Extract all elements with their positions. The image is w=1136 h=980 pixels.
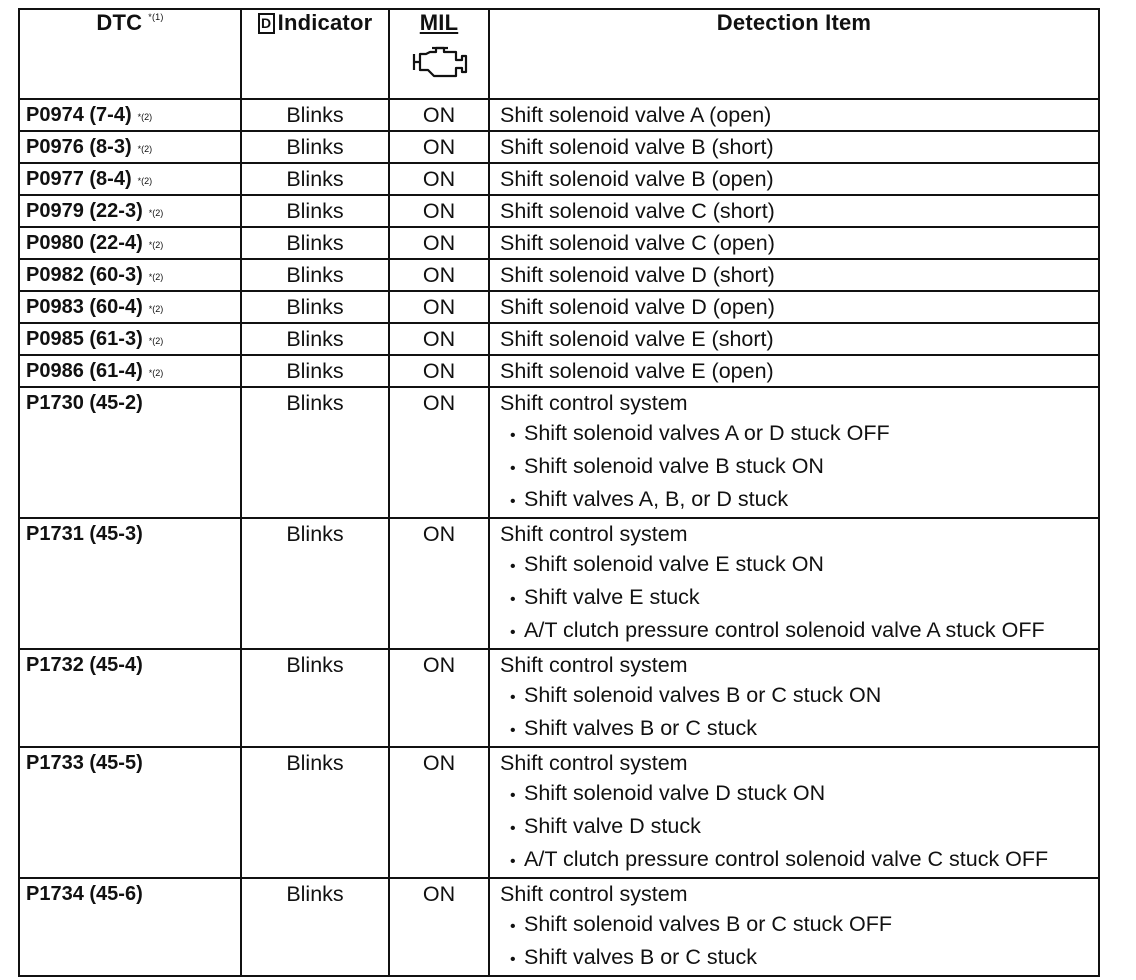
dtc-cell <box>19 291 241 323</box>
indicator-value: Blinks <box>286 751 344 775</box>
indicator-value: Blinks <box>286 522 344 546</box>
header-indicator <box>241 9 389 99</box>
mil-value: ON <box>422 653 456 677</box>
indicator-cell <box>241 518 389 649</box>
mil-cell <box>389 355 489 387</box>
dtc-note: *(2) <box>148 272 164 282</box>
detection-bullet: • Shift valves A, B, or D stuck <box>500 484 1098 517</box>
dtc-code: P0986 (61-4) <box>26 360 143 382</box>
table-row <box>19 323 1099 355</box>
indicator-value: Blinks <box>286 653 344 677</box>
dtc-note: *(2) <box>148 240 164 250</box>
mil-cell <box>389 227 489 259</box>
mil-cell <box>389 387 489 518</box>
table-row <box>19 131 1099 163</box>
detection-bullet: • Shift solenoid valves A or D stuck OFF <box>500 418 1098 451</box>
dtc-code: P0983 (60-4) <box>26 296 143 318</box>
indicator-cell <box>241 163 389 195</box>
mil-cell <box>389 99 489 131</box>
mil-value: ON <box>422 199 456 223</box>
table-row <box>19 518 1099 649</box>
detection-bullet: • A/T clutch pressure control solenoid valve C stuck OFF <box>500 844 1098 877</box>
mil-cell <box>389 649 489 747</box>
indicator-cell <box>241 323 389 355</box>
detection-bullet: • Shift solenoid valves B or C stuck ON <box>500 680 1098 713</box>
dtc-cell <box>19 518 241 649</box>
detection-bullet: • A/T clutch pressure control solenoid valve A stuck OFF <box>500 615 1098 648</box>
header-mil-label: MIL <box>419 10 459 35</box>
detection-cell <box>489 387 1099 518</box>
indicator-cell <box>241 649 389 747</box>
mil-value: ON <box>422 391 456 415</box>
mil-cell <box>389 131 489 163</box>
mil-value: ON <box>422 231 456 255</box>
detection-text: Shift solenoid valve D (open) <box>500 295 775 319</box>
header-dtc-label: DTC <box>96 10 143 35</box>
detection-cell <box>489 878 1099 976</box>
dtc-code: P0980 (22-4) <box>26 232 143 254</box>
dtc-code: P1732 (45-4) <box>26 654 143 676</box>
detection-cell <box>489 131 1099 163</box>
detection-cell <box>489 518 1099 649</box>
dtc-code: P1731 (45-3) <box>26 523 143 545</box>
dtc-note: *(2) <box>148 336 164 346</box>
indicator-cell <box>241 355 389 387</box>
dtc-code: P0976 (8-3) <box>26 136 132 158</box>
engine-check-icon <box>406 40 472 80</box>
indicator-value: Blinks <box>286 327 344 351</box>
indicator-value: Blinks <box>286 391 344 415</box>
indicator-cell <box>241 131 389 163</box>
mil-value: ON <box>422 359 456 383</box>
dtc-code: P1734 (45-6) <box>26 883 143 905</box>
detection-bullet: • Shift solenoid valve E stuck ON <box>500 549 1098 582</box>
detection-cell <box>489 163 1099 195</box>
indicator-value: Blinks <box>286 167 344 191</box>
mil-cell <box>389 878 489 976</box>
mil-cell <box>389 291 489 323</box>
dtc-cell <box>19 227 241 259</box>
dtc-note: *(2) <box>137 176 153 186</box>
dtc-code: P0979 (22-3) <box>26 200 143 222</box>
mil-value: ON <box>422 295 456 319</box>
dtc-code: P1730 (45-2) <box>26 392 143 414</box>
indicator-cell <box>241 291 389 323</box>
detection-title: Shift control system <box>500 653 688 677</box>
header-dtc <box>19 9 241 99</box>
table-row <box>19 227 1099 259</box>
indicator-value: Blinks <box>286 359 344 383</box>
dtc-note: *(2) <box>148 368 164 378</box>
indicator-cell <box>241 259 389 291</box>
detection-cell <box>489 355 1099 387</box>
indicator-cell <box>241 99 389 131</box>
indicator-value: Blinks <box>286 263 344 287</box>
mil-value: ON <box>422 882 456 906</box>
indicator-cell <box>241 387 389 518</box>
table-row <box>19 99 1099 131</box>
detection-text: Shift solenoid valve C (open) <box>500 231 775 255</box>
dtc-note: *(2) <box>137 144 153 154</box>
mil-value: ON <box>422 751 456 775</box>
detection-text: Shift solenoid valve B (open) <box>500 167 774 191</box>
dtc-cell <box>19 355 241 387</box>
dtc-code: P1733 (45-5) <box>26 752 143 774</box>
detection-text: Shift solenoid valve D (short) <box>500 263 775 287</box>
detection-cell <box>489 747 1099 878</box>
detection-text: Shift solenoid valve E (open) <box>500 359 774 383</box>
dtc-cell <box>19 387 241 518</box>
indicator-value: Blinks <box>286 103 344 127</box>
dtc-cell <box>19 878 241 976</box>
mil-cell <box>389 747 489 878</box>
detection-bullet: • Shift valves B or C stuck <box>500 942 1098 975</box>
dtc-cell <box>19 747 241 878</box>
mil-value: ON <box>422 522 456 546</box>
mil-cell <box>389 259 489 291</box>
table-row <box>19 387 1099 518</box>
detection-title: Shift control system <box>500 882 688 906</box>
mil-cell <box>389 323 489 355</box>
header-detection-label: Detection Item <box>716 10 872 35</box>
dtc-cell <box>19 259 241 291</box>
dtc-cell <box>19 131 241 163</box>
d-indicator-icon: D <box>258 13 275 34</box>
table-body <box>19 99 1099 976</box>
indicator-cell <box>241 747 389 878</box>
dtc-code: P0982 (60-3) <box>26 264 143 286</box>
table-row <box>19 355 1099 387</box>
detection-text: Shift solenoid valve C (short) <box>500 199 775 223</box>
detection-cell <box>489 227 1099 259</box>
detection-cell <box>489 323 1099 355</box>
mil-cell <box>389 518 489 649</box>
header-mil <box>389 9 489 99</box>
table-row <box>19 259 1099 291</box>
dtc-code: P0977 (8-4) <box>26 168 132 190</box>
header-dtc-note: *(1) <box>148 12 164 22</box>
table-row <box>19 195 1099 227</box>
detection-cell <box>489 291 1099 323</box>
indicator-value: Blinks <box>286 882 344 906</box>
detection-bullet: • Shift valves B or C stuck <box>500 713 1098 746</box>
dtc-note: *(2) <box>137 112 153 122</box>
detection-text: Shift solenoid valve A (open) <box>500 103 772 127</box>
indicator-cell <box>241 195 389 227</box>
indicator-value: Blinks <box>286 231 344 255</box>
indicator-cell <box>241 878 389 976</box>
table-row <box>19 163 1099 195</box>
header-detection <box>489 9 1099 99</box>
detection-bullet: • Shift valve E stuck <box>500 582 1098 615</box>
detection-title: Shift control system <box>500 522 688 546</box>
dtc-note: *(2) <box>148 304 164 314</box>
dtc-cell <box>19 649 241 747</box>
dtc-cell <box>19 99 241 131</box>
table-row <box>19 649 1099 747</box>
mil-value: ON <box>422 327 456 351</box>
detection-title: Shift control system <box>500 751 688 775</box>
dtc-cell <box>19 163 241 195</box>
detection-text: Shift solenoid valve E (short) <box>500 327 774 351</box>
table-row <box>19 878 1099 976</box>
detection-bullet: • Shift valve D stuck <box>500 811 1098 844</box>
detection-bullet: • Shift solenoid valves B or C stuck OFF <box>500 909 1098 942</box>
detection-cell <box>489 259 1099 291</box>
mil-value: ON <box>422 135 456 159</box>
indicator-value: Blinks <box>286 199 344 223</box>
mil-cell <box>389 195 489 227</box>
table-header-row <box>19 9 1099 99</box>
mil-value: ON <box>422 167 456 191</box>
dtc-code: P0985 (61-3) <box>26 328 143 350</box>
indicator-cell <box>241 227 389 259</box>
detection-text: Shift solenoid valve B (short) <box>500 135 774 159</box>
header-indicator-label: Indicator <box>277 10 373 35</box>
table-row <box>19 747 1099 878</box>
detection-bullet: • Shift solenoid valve D stuck ON <box>500 778 1098 811</box>
dtc-cell <box>19 323 241 355</box>
dtc-note: *(2) <box>148 208 164 218</box>
indicator-value: Blinks <box>286 295 344 319</box>
dtc-cell <box>19 195 241 227</box>
dtc-code: P0974 (7-4) <box>26 104 132 126</box>
detection-cell <box>489 649 1099 747</box>
detection-cell <box>489 195 1099 227</box>
detection-cell <box>489 99 1099 131</box>
mil-value: ON <box>422 263 456 287</box>
detection-bullet: • Shift solenoid valve B stuck ON <box>500 451 1098 484</box>
detection-title: Shift control system <box>500 391 688 415</box>
dtc-table <box>18 8 1100 977</box>
indicator-value: Blinks <box>286 135 344 159</box>
mil-value: ON <box>422 103 456 127</box>
table-row <box>19 291 1099 323</box>
mil-cell <box>389 163 489 195</box>
